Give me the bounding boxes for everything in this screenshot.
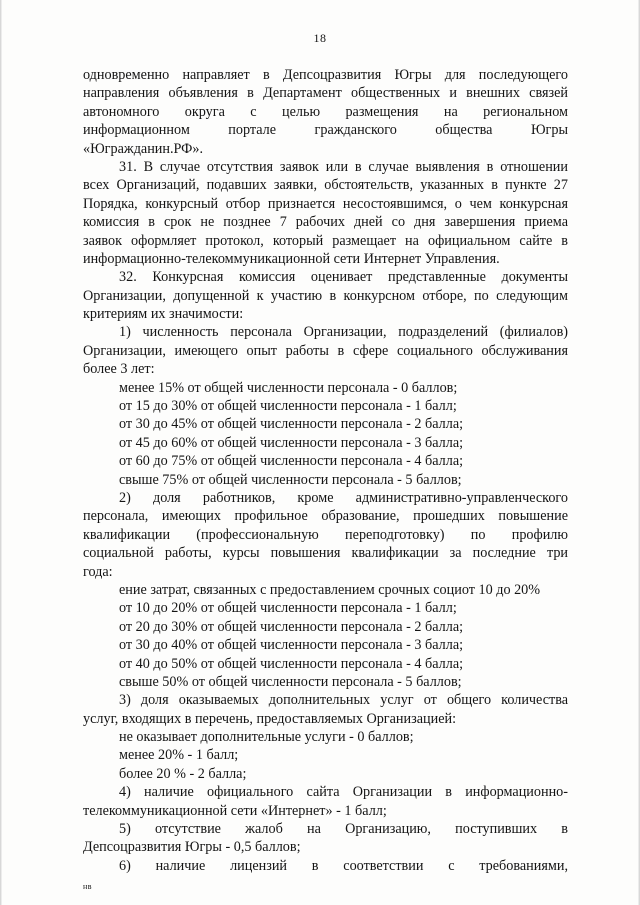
text-line: телекоммуникационной сети «Интернет» - 1 балл;: [83, 802, 387, 819]
text-line: одновременно направляет в Депсоцразвития Югры для последующего: [83, 67, 568, 83]
text-line: от 60 до 75% от общей численности персонала - 4 балла;: [119, 453, 464, 470]
footer-code: нв: [83, 882, 93, 891]
text-line: Порядка, конкурсный отбор признается несостоявшимся, о чем конкурсная: [83, 195, 568, 212]
text-line: свыше 75% от общей численности персонала - 5 баллов;: [119, 471, 462, 488]
text-line: от 45 до 60% от общей численности персонала - 3 балла;: [119, 434, 464, 451]
text-line: 6) наличие лицензий в соответствии с требованиями,: [119, 857, 568, 874]
text-line: критериям их значимости:: [83, 306, 244, 323]
text-line: от 10 до 20% от общей численности персонала - 1 балл;: [119, 600, 457, 617]
text-line: 31. В случае отсутствия заявок или в случае выявления в отношении: [119, 158, 568, 175]
text-line: персонала, имеющих профильное образование, прошедших повышение: [83, 508, 568, 525]
text-line: информационном портале гражданского общества Югры: [83, 122, 568, 139]
text-line: от 15 до 30% от общей численности персонала - 1 балл;: [119, 398, 457, 415]
text-line: услуг, входящих в перечень, предоставляемых Организацией:: [83, 710, 457, 727]
text-line: 32. Конкурсная комиссия оценивает представленные документы: [119, 269, 568, 286]
text-line: менее 15% от общей численности персонала - 0 баллов;: [119, 379, 458, 396]
text-line: свыше 50% от общей численности персонала - 5 баллов;: [119, 673, 462, 690]
text-line: от 20 до 30% от общей численности персонала - 2 балла;: [119, 618, 464, 635]
text-line: 4) наличие официального сайта Организации в информационно-: [119, 784, 568, 801]
text-line: направления объявления в Департамент общественных и внешних связей: [83, 85, 568, 102]
scan-edge-left: [0, 0, 2, 905]
text-line: социальной работы, курсы повышения квалификации за последние три: [83, 545, 568, 562]
text-line: от 40 до 50% от общей численности персонала - 4 балла;: [119, 655, 464, 672]
text-line: Депсоцразвития Югры - 0,5 баллов;: [83, 839, 301, 856]
text-line: 2) доля работников, кроме административно-управленческого: [119, 489, 568, 506]
text-line: не оказывает дополнительные услуги - 0 баллов;: [119, 729, 414, 746]
text-line: более 20 % - 2 балла;: [119, 765, 247, 782]
text-line: «Югражданин.РФ».: [83, 140, 204, 157]
text-line: Организации, допущенной к участию в конкурсном отборе, по следующим: [83, 287, 568, 304]
text-line: более 3 лет:: [83, 361, 155, 378]
text-line: всех Организаций, подавших заявки, обстоятельств, указанных в пункте 27: [83, 177, 568, 194]
text-line: ение затрат, связанных с предоставлением срочных социот 10 до 20%: [119, 581, 541, 598]
text-line: от 30 до 40% от общей численности персонала - 3 балла;: [119, 637, 464, 654]
text-line: заявок оформляет протокол, который размещает на официальном сайте в: [83, 232, 568, 249]
text-line: 5) отсутствие жалоб на Организацию, поступивших в: [119, 821, 568, 838]
text-line: 3) доля оказываемых дополнительных услуг от общего количества: [119, 692, 568, 709]
text-line: автономного округа с целью размещения на региональном: [83, 103, 568, 120]
text-line: квалификации (профессиональную переподготовку) по профилю: [83, 526, 568, 543]
text-line: года:: [83, 563, 113, 580]
text-line: комиссия в срок не позднее 7 рабочих дней со дня завершения приема: [83, 214, 568, 231]
text-line: информационно-телекоммуникационной сети Интернет Управления.: [83, 250, 500, 267]
text-line: Организации, имеющего опыт работы в сфере социального обслуживания: [83, 342, 568, 359]
body-text: [83, 66, 568, 875]
page-number: 18: [313, 31, 327, 45]
text-line: 1) численность персонала Организации, подразделений (филиалов): [119, 324, 568, 341]
text-line: менее 20% - 1 балл;: [119, 747, 239, 764]
text-line: от 30 до 45% от общей численности персонала - 2 балла;: [119, 416, 464, 433]
